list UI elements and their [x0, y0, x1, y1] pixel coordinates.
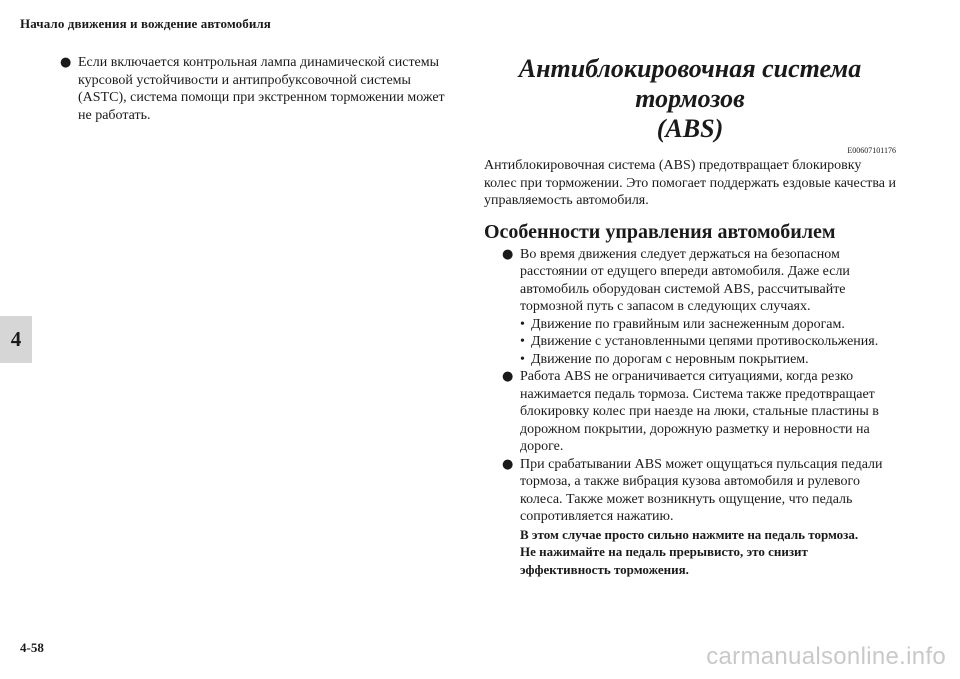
features-list	[484, 246, 896, 579]
small-bullet-icon: •	[520, 351, 525, 367]
bullet-text: При срабатывании ABS может ощущаться пульсация педали тормоза, а также вибрация кузова автомобиля и рулевого колеса. Также может возникнуть ощущение, что педаль сопротивляется нажатию.	[520, 456, 883, 524]
sub-item-text: Движение по гравийным или заснеженным дорогам.	[531, 316, 845, 332]
bullet-text: Работа ABS не ограничивается ситуациями, когда резко нажимается педаль тормоза. Система также предотвращает блокировку колес при наезде на люки, стальные пластины в дорожном покрытии, дорожную разметку и неровности на дороге.	[520, 369, 879, 454]
section-title-line1: Антиблокировочная система тормозов	[518, 54, 862, 113]
right-column	[484, 54, 896, 578]
chapter-tab	[0, 316, 32, 363]
sub-list-item	[520, 351, 896, 369]
page-number: 4-58	[20, 640, 44, 655]
list-item	[502, 368, 896, 456]
small-bullet-icon: •	[520, 316, 525, 332]
list-item	[502, 246, 896, 369]
sub-list-item	[520, 316, 896, 334]
bullet-dot-icon: ●	[502, 246, 514, 262]
sub-item-text: Движение с установленными цепями противоскольжения.	[531, 334, 879, 349]
section-title-line2: (ABS)	[656, 114, 724, 143]
bullet-dot-icon: ●	[60, 55, 72, 70]
bullet-text: Во время движения следует держаться на безопасном расстоянии от едущего впереди автомобиля. Даже если автомобиль оборудован системой ABS, рассчитывайте тормозной путь с запасом в следующих случаях.	[520, 246, 850, 314]
bullet-dot-icon: ●	[502, 456, 514, 472]
sub-list-item	[520, 333, 896, 351]
list-item	[60, 54, 460, 124]
bullet-dot-icon: ●	[502, 369, 514, 384]
watermark: carmanualsonline.info	[706, 643, 946, 670]
section-code: E00607101176	[847, 146, 896, 155]
bullet-body	[520, 456, 896, 579]
sub-item-text: Движение по дорогам с неровным покрытием.	[531, 351, 809, 367]
subsection-heading: Особенности управления автомобилем	[484, 220, 836, 243]
section-intro: Антиблокировочная система (ABS) предотвращает блокировку колес при торможении. Это помогает поддержать ездовые качества и управляемость автомобиля.	[484, 158, 897, 208]
chapter-number: 4	[10, 327, 22, 351]
small-bullet-icon: •	[520, 334, 525, 349]
bold-note: В этом случае просто сильно нажмите на педаль тормоза.	[520, 526, 859, 542]
bold-note: Не нажимайте на педаль прерывисто, это снизит эффективность торможения.	[520, 544, 808, 577]
bullet-body	[520, 246, 896, 369]
section-title	[484, 54, 896, 144]
bullet-text: Если включается контрольная лампа динамической системы курсовой устойчивости и антипробуксовочной системы (ASTC), система помощи при экстренном торможении может не работать.	[78, 55, 445, 123]
left-column	[60, 54, 460, 124]
running-header: Начало движения и вождение автомобиля	[20, 16, 271, 31]
list-item	[502, 456, 896, 579]
